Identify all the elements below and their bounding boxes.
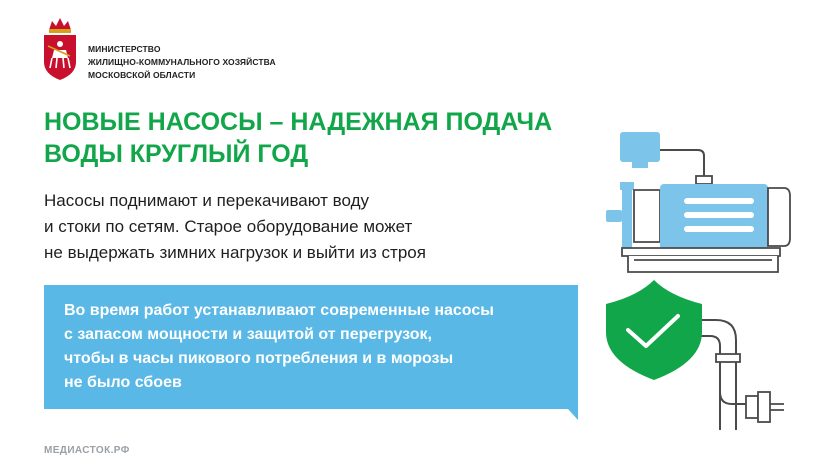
callout-box <box>44 285 578 420</box>
body-line: и стоки по сетям. Старое оборудование может <box>44 217 413 236</box>
headline-line: ВОДЫ КРУГЛЫЙ ГОД <box>44 140 309 168</box>
headline-line: НОВЫЕ НАСОСЫ – НАДЕЖНАЯ ПОДАЧА <box>44 108 553 136</box>
callout-text <box>64 299 494 395</box>
callout-line: чтобы в часы пикового потребления и в морозы <box>64 350 454 367</box>
water-pump-icon <box>598 128 802 276</box>
body-text <box>44 188 426 266</box>
ministry-line: ЖИЛИЩНО-КОММУНАЛЬНОГО ХОЗЯЙСТВА <box>88 57 276 67</box>
body-line: Насосы поднимают и перекачивают воду <box>44 191 369 210</box>
callout-line: не было сбоев <box>64 374 182 391</box>
ministry-name <box>88 43 276 82</box>
shield-check-icon <box>606 280 702 380</box>
callout-line: Во время работ устанавливают современные насосы <box>64 302 494 319</box>
shield-pipe-illustration <box>598 280 802 440</box>
ministry-line: МИНИСТЕРСТВО <box>88 44 161 54</box>
coat-of-arms-icon <box>40 16 80 82</box>
headline <box>44 106 552 170</box>
site-label: МЕДИАСТОК.РФ <box>44 445 130 456</box>
body-line: не выдержать зимних нагрузок и выйти из строя <box>44 243 426 262</box>
callout-line: с запасом мощности и защитой от перегрузок, <box>64 326 432 343</box>
ministry-line: МОСКОВСКОЙ ОБЛАСТИ <box>88 70 196 80</box>
